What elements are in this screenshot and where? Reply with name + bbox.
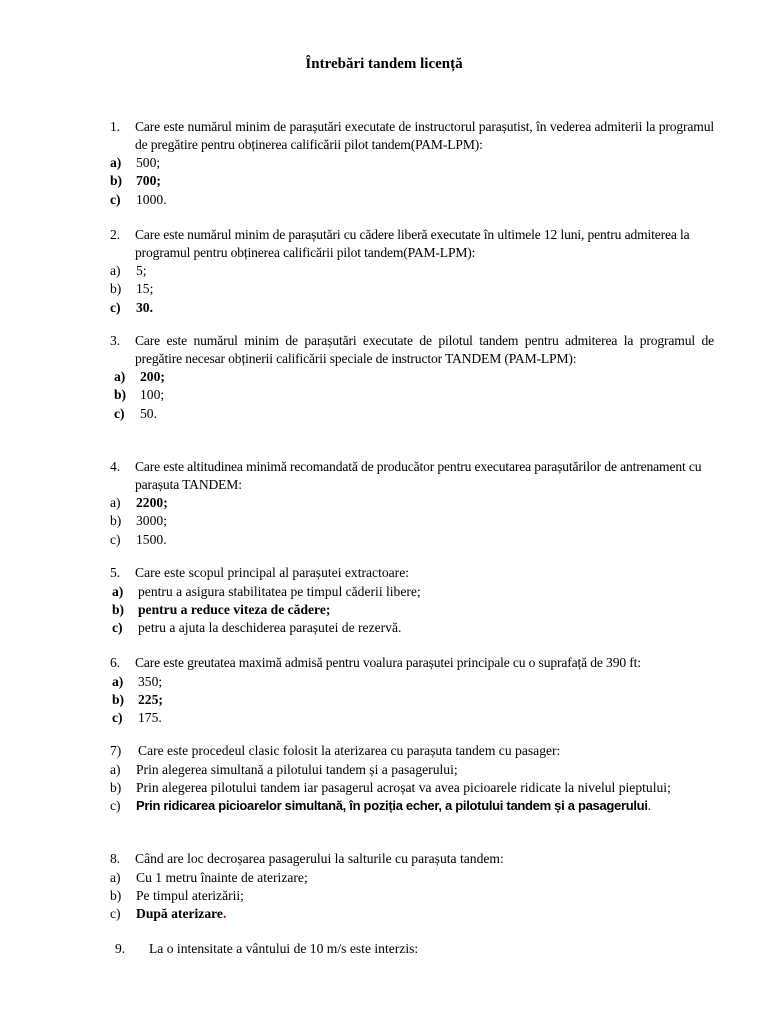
option-c: c) 1500. — [110, 531, 167, 547]
answer-options — [110, 583, 714, 638]
question-6 — [110, 654, 714, 727]
option-b: b) 15; — [110, 281, 154, 297]
option-a: a) Prin alegerea simultană a pilotului tandem și a pasagerului; — [110, 761, 458, 777]
question-text: Care este greutatea maximă admisă pentru voalura parașutei principale cu o suprafață de 390 ft: — [135, 655, 641, 670]
option-c: c) 30. — [110, 299, 153, 315]
option-b: b) Prin alegerea pilotului tandem iar pasagerul acroșat va avea picioarele ridicate la nivelul pieptului; — [110, 779, 671, 795]
option-c: c) Prin ridicarea picioarelor simultană, în poziția echer, a pilotului tandem și a pasagerului. — [110, 798, 652, 813]
answer-options — [110, 869, 714, 924]
question-number: 6. — [110, 655, 121, 670]
question-text: Când are loc decroșarea pasagerului la salturile cu parașuta tandem: — [135, 851, 504, 866]
answer-options — [110, 761, 714, 816]
question-text: Care este procedeul clasic folosit la aterizarea cu parașuta tandem cu pasager: — [138, 743, 561, 758]
question-2 — [110, 226, 714, 317]
option-c: c) După aterizare. — [110, 906, 227, 921]
option-a: a) Cu 1 metru înainte de aterizare; — [110, 869, 308, 885]
answer-options — [110, 262, 714, 317]
question-9 — [115, 940, 719, 958]
question-number: 2. — [110, 227, 121, 242]
question-3 — [110, 332, 714, 423]
option-b: b) pentru a reduce viteza de cădere; — [112, 601, 331, 617]
answer-options — [110, 673, 714, 728]
question-number: 4. — [110, 459, 121, 474]
option-b: b) 100; — [114, 387, 165, 403]
option-b: b) 3000; — [110, 513, 167, 529]
option-b: b) 700; — [110, 173, 161, 189]
question-text: Care este altitudinea minimă recomandată de producător pentru executarea parașutărilor de antrenament cu parașuta TANDEM: — [135, 459, 702, 492]
document-title: Întrebări tandem licență — [305, 56, 463, 72]
question-number: 8. — [110, 851, 121, 866]
question-1 — [110, 118, 714, 209]
option-c: c) 50. — [114, 405, 157, 421]
answer-options — [110, 494, 714, 549]
option-c: c) 1000. — [110, 191, 167, 207]
question-4 — [110, 458, 714, 549]
question-7 — [110, 742, 714, 815]
option-a: a) 5; — [110, 263, 147, 279]
option-a: a) pentru a asigura stabilitatea pe timpul căderii libere; — [112, 583, 421, 599]
question-number: 3. — [110, 333, 121, 348]
question-text: Care este scopul principal al parașutei extractoare: — [135, 565, 410, 580]
question-number: 1. — [110, 119, 121, 134]
answer-options — [110, 368, 714, 423]
question-text: La o intensitate a vântului de 10 m/s este interzis: — [149, 941, 419, 956]
option-c: c) 175. — [112, 710, 162, 725]
question-number: 5. — [110, 565, 121, 580]
question-text: Care este numărul minim de parașutări executate de instructorul parașutist, în vederea admiterii la programul de pregătire pentru obținerea calificării pilot tandem(PAM-LPM): — [135, 119, 714, 152]
option-b: b) Pe timpul aterizării; — [110, 887, 244, 903]
question-8 — [110, 850, 714, 923]
option-b: b) 225; — [112, 691, 163, 707]
option-a: a) 500; — [110, 155, 161, 171]
option-a: a) 2200; — [110, 495, 168, 511]
option-c: c) petru a ajuta la deschiderea parașutei de rezervă. — [112, 620, 402, 635]
option-a: a) 350; — [112, 673, 163, 689]
question-text: Care este numărul minim de parașutări cu cădere liberă executate în ultimele 12 luni, pentru admiterea la programul pentru obținerea calificării pilot tandem(PAM-LPM): — [135, 227, 690, 260]
question-number: 9. — [115, 941, 126, 956]
question-5 — [110, 564, 714, 637]
question-text: Care este numărul minim de parașutări executate de pilotul tandem pentru admiterea la programul de pregătire necesar obținerii calificării speciale de instructor TANDEM (PAM-LPM): — [135, 333, 714, 366]
question-number: 7) — [110, 743, 122, 758]
answer-options — [110, 154, 714, 209]
option-a: a) 200; — [114, 369, 165, 385]
